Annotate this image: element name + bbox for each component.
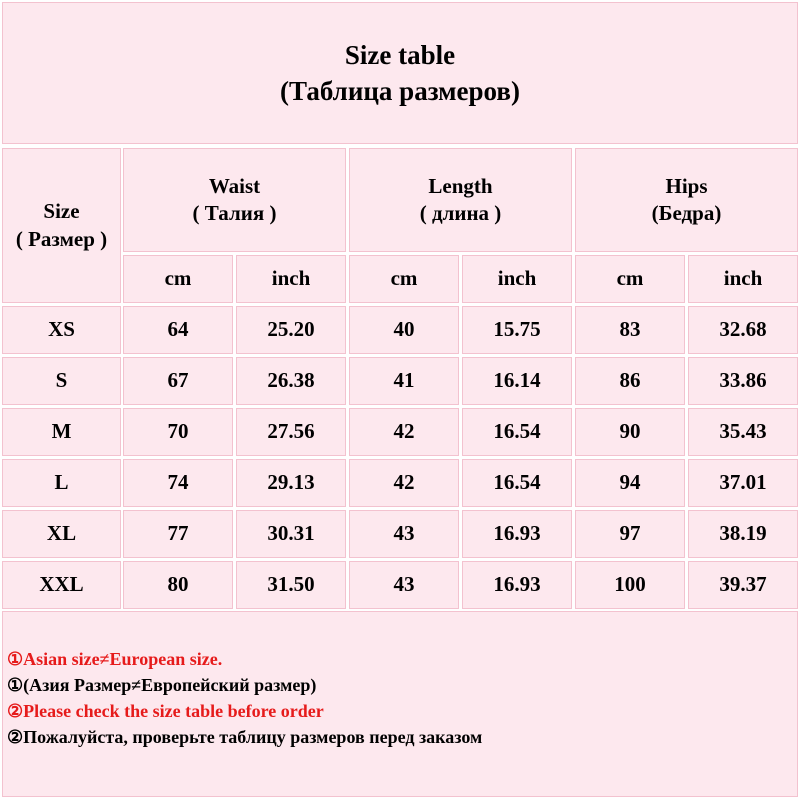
row-l-hips-cm: 94 — [575, 459, 685, 507]
row-m-size: M — [2, 408, 121, 456]
row-s-hips-cm: 86 — [575, 357, 685, 405]
row-xxl-length-cm: 43 — [349, 561, 459, 609]
header-length: Length ( длина ) — [349, 148, 572, 252]
header-waist-cm: cm — [123, 255, 233, 303]
title-russian: (Таблица размеров) — [280, 76, 520, 106]
notes-section — [2, 611, 798, 797]
row-m-hips-inch: 35.43 — [688, 408, 798, 456]
size-table-title — [2, 2, 798, 144]
row-xs-waist-cm: 64 — [123, 306, 233, 354]
note-check-table-en: ②Please check the size table before order — [7, 701, 324, 721]
header-size: Size ( Размер ) — [2, 148, 121, 303]
row-xxl-length-inch: 16.93 — [462, 561, 572, 609]
row-m-waist-inch: 27.56 — [236, 408, 346, 456]
header-hips: Hips (Бедра) — [575, 148, 798, 252]
row-l-length-cm: 42 — [349, 459, 459, 507]
note-asian-size-en: ①Asian size≠European size. — [7, 649, 223, 669]
header-length-inch: inch — [462, 255, 572, 303]
note-asian-size-ru: ①(Азия Размер≠Европейский размер) — [7, 675, 317, 695]
row-m-hips-cm: 90 — [575, 408, 685, 456]
row-l-hips-inch: 37.01 — [688, 459, 798, 507]
row-xs-hips-inch: 32.68 — [688, 306, 798, 354]
row-l-waist-cm: 74 — [123, 459, 233, 507]
header-hips-inch: inch — [688, 255, 798, 303]
row-m-length-inch: 16.54 — [462, 408, 572, 456]
row-xs-hips-cm: 83 — [575, 306, 685, 354]
row-xxl-size: XXL — [2, 561, 121, 609]
header-waist: Waist ( Талия ) — [123, 148, 346, 252]
header-length-cm: cm — [349, 255, 459, 303]
row-xl-length-inch: 16.93 — [462, 510, 572, 558]
title-english: Size table — [344, 39, 456, 70]
row-xxl-hips-inch: 39.37 — [688, 561, 798, 609]
row-xs-length-inch: 15.75 — [462, 306, 572, 354]
row-xxl-hips-cm: 100 — [575, 561, 685, 609]
row-s-waist-cm: 67 — [123, 357, 233, 405]
row-xxl-waist-inch: 31.50 — [236, 561, 346, 609]
row-s-hips-inch: 33.86 — [688, 357, 798, 405]
row-l-length-inch: 16.54 — [462, 459, 572, 507]
row-xl-waist-cm: 77 — [123, 510, 233, 558]
row-xs-waist-inch: 25.20 — [236, 306, 346, 354]
row-xl-length-cm: 43 — [349, 510, 459, 558]
row-m-length-cm: 42 — [349, 408, 459, 456]
row-xxl-waist-cm: 80 — [123, 561, 233, 609]
row-xl-hips-cm: 97 — [575, 510, 685, 558]
row-s-length-inch: 16.14 — [462, 357, 572, 405]
row-l-waist-inch: 29.13 — [236, 459, 346, 507]
row-xl-waist-inch: 30.31 — [236, 510, 346, 558]
row-xl-hips-inch: 38.19 — [688, 510, 798, 558]
row-m-waist-cm: 70 — [123, 408, 233, 456]
header-hips-cm: cm — [575, 255, 685, 303]
header-waist-inch: inch — [236, 255, 346, 303]
row-s-size: S — [2, 357, 121, 405]
row-l-size: L — [2, 459, 121, 507]
row-xs-size: XS — [2, 306, 121, 354]
note-check-table-ru: ②Пожалуйста, проверьте таблицу размеров перед заказом — [7, 727, 483, 747]
row-s-length-cm: 41 — [349, 357, 459, 405]
row-s-waist-inch: 26.38 — [236, 357, 346, 405]
row-xs-length-cm: 40 — [349, 306, 459, 354]
row-xl-size: XL — [2, 510, 121, 558]
